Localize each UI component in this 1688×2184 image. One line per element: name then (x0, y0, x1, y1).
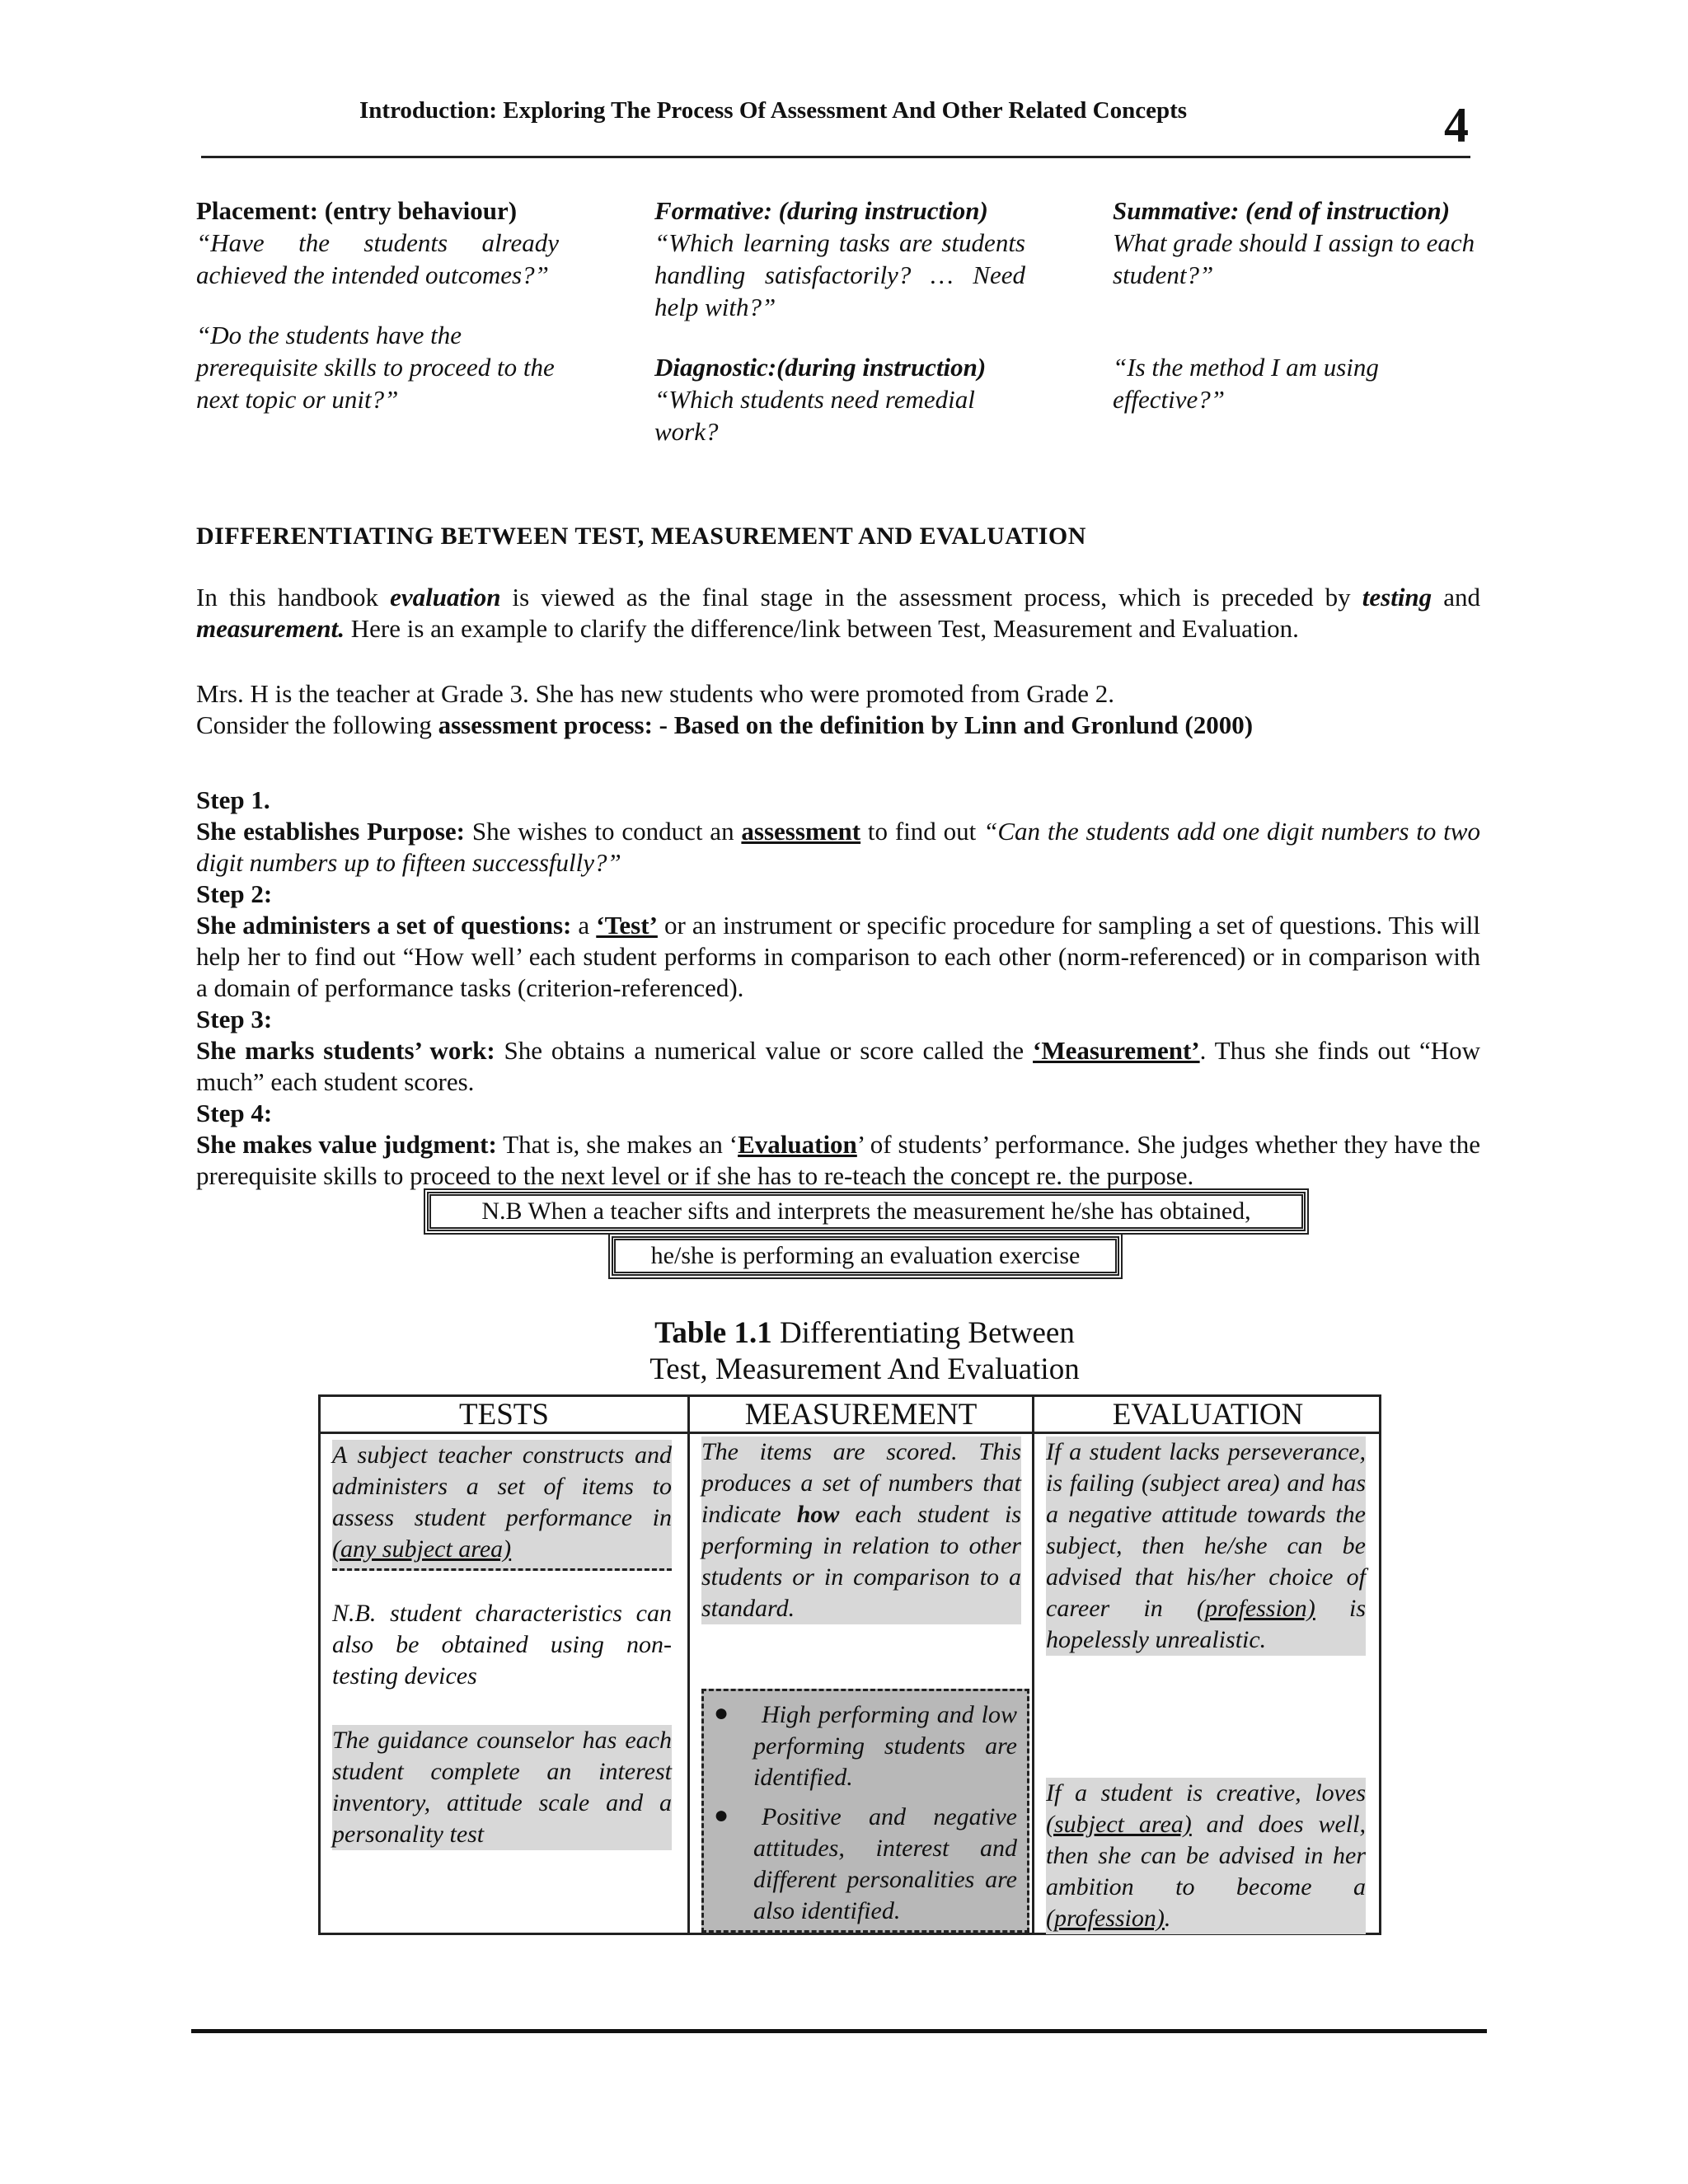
diagnostic-title: Diagnostic:(during instruction) (654, 353, 987, 382)
measurement-bullet-1: High performing and low performing students are identified. (753, 1701, 1017, 1791)
bullet-icon: ● (714, 1802, 729, 1829)
step-2-text: She administers a set of questions: a ‘Test’ or an instrument or specific procedure for sampling a set of questions. This will help her to find out “How well’ each student performs in comparison to each other (norm-referenced) or in comparison with a domain of performance tasks (criterion-referenced). (196, 911, 1480, 1002)
step-1-label: Step 1. (196, 785, 270, 814)
term-measurement-key: ‘Measurement’ (1033, 1036, 1200, 1065)
term-assessment: assessment (741, 817, 861, 846)
step-1-text: She establishes Purpose: She wishes to conduct an assessment to find out “Can the students add one digit numbers to two digit numbers up to fifteen successfully?” (196, 817, 1480, 877)
term-measurement: measurement. (196, 614, 345, 643)
bullet-icon: ● (714, 1699, 729, 1727)
step-3-label: Step 3: (196, 1005, 273, 1033)
term-evaluation-key: Evaluation (738, 1130, 857, 1159)
term-evaluation: evaluation (390, 583, 501, 612)
diagnostic-question: “Which students need remedial work? (654, 385, 975, 446)
nb-box-line-1: N.B When a teacher sifts and interprets the measurement he/she has obtained, (427, 1192, 1306, 1231)
header-rule (201, 156, 1470, 158)
header-tests: TESTS (459, 1398, 549, 1432)
formative-title: Formative: (during instruction) (654, 196, 988, 225)
intro-paragraph: In this handbook evaluation is viewed as the final stage in the assessment process, which is preceded by testing and measurement. Here is an example to clarify the difference/link between Test, Measurement and Evaluation. (196, 583, 1481, 643)
term-test: ‘Test’ (596, 911, 658, 940)
section-heading: DIFFERENTIATING BETWEEN TEST, MEASUREMENT AND EVALUATION (196, 523, 1086, 550)
step-3-text: She marks students’ work: She obtains a numerical value or score called the ‘Measurement’. Thus she finds out “How much” each student scores. (196, 1036, 1480, 1096)
nb-box-line-2: he/she is performing an evaluation exercise (612, 1236, 1119, 1276)
step-4-label: Step 4: (196, 1099, 273, 1127)
running-header-title: Introduction: Exploring The Process Of Assessment And Other Related Concepts (359, 97, 1188, 124)
table-caption: Table 1.1 Differentiating Between (654, 1316, 1075, 1350)
placement-question-1: “Have the students already achieved the intended outcomes?” (196, 228, 559, 289)
measurement-cell-scored: The items are scored. This produces a set of numbers that indicate how each student is performing in relation to other students or in comparison to a standard. (701, 1436, 1021, 1624)
column-divider (687, 1397, 690, 1933)
summative-title: Summative: (end of instruction) (1113, 196, 1451, 225)
step-4-text: She makes value judgment: That is, she makes an ‘Evaluation’ of students’ performance. She judges whether they have the prerequisite skills to proceed to the next level or if she has to re-teach the concept re. the purpose. (196, 1130, 1480, 1190)
placement-question-2: “Do the students have the prerequisite skills to proceed to the next topic or unit?” (196, 321, 555, 414)
step-2-label: Step 2: (196, 879, 273, 908)
tests-cell-nb: N.B. student characteristics can also be obtained using non-testing devices (332, 1600, 672, 1690)
header-evaluation: EVALUATION (1112, 1398, 1304, 1432)
tests-cell-construct: A subject teacher constructs and administers a set of items to assess student performance in (any subject area) (332, 1440, 672, 1571)
formative-question: “Which learning tasks are students handling satisfactorily? … Need help with?” (654, 228, 1025, 321)
table-caption-line-2: Test, Measurement And Evaluation (649, 1352, 1080, 1386)
term-testing: testing (1362, 583, 1432, 612)
evaluation-cell-creative: If a student is creative, loves (subject area) and does well, then she can be advised in her ambition to become a (profession). (1046, 1778, 1366, 1934)
scenario-paragraph (196, 678, 1480, 741)
scenario-line-1: Mrs. H is the teacher at Grade 3. She has new students who were promoted from Grade 2. (196, 679, 1114, 708)
measurement-identified-box (701, 1689, 1029, 1933)
steps-block (196, 785, 1480, 1192)
placement-title: Placement: (entry behaviour) (196, 196, 518, 225)
tests-cell-guidance: The guidance counselor has each student complete an interest inventory, attitude scale and a personality test (332, 1725, 672, 1850)
column-divider (1032, 1397, 1034, 1933)
summative-question-1: What grade should I assign to each student?” (1113, 228, 1475, 289)
scenario-line-2: Consider the following assessment process: - Based on the definition by Linn and Gronlund (2000) (196, 710, 1254, 739)
header-measurement: MEASUREMENT (744, 1398, 978, 1432)
summative-column (1113, 194, 1492, 415)
evaluation-cell-unrealistic: If a student lacks perseverance, is failing (subject area) and has a negative attitude towards the subject, then he/she can be advised that his/her choice of career in (profession) is hopelessly unrealistic. (1046, 1436, 1366, 1656)
measurement-bullet-2: Positive and negative attitudes, interest and different personalities are also identified. (753, 1803, 1017, 1924)
summative-question-2: “Is the method I am using effective?” (1113, 353, 1379, 414)
footer-rule (191, 2029, 1487, 2033)
comparison-table (318, 1394, 1381, 1935)
page-number: 4 (1444, 98, 1469, 152)
placement-column (196, 194, 559, 415)
header-divider (321, 1432, 1379, 1434)
formative-diagnostic-column (654, 194, 1025, 448)
